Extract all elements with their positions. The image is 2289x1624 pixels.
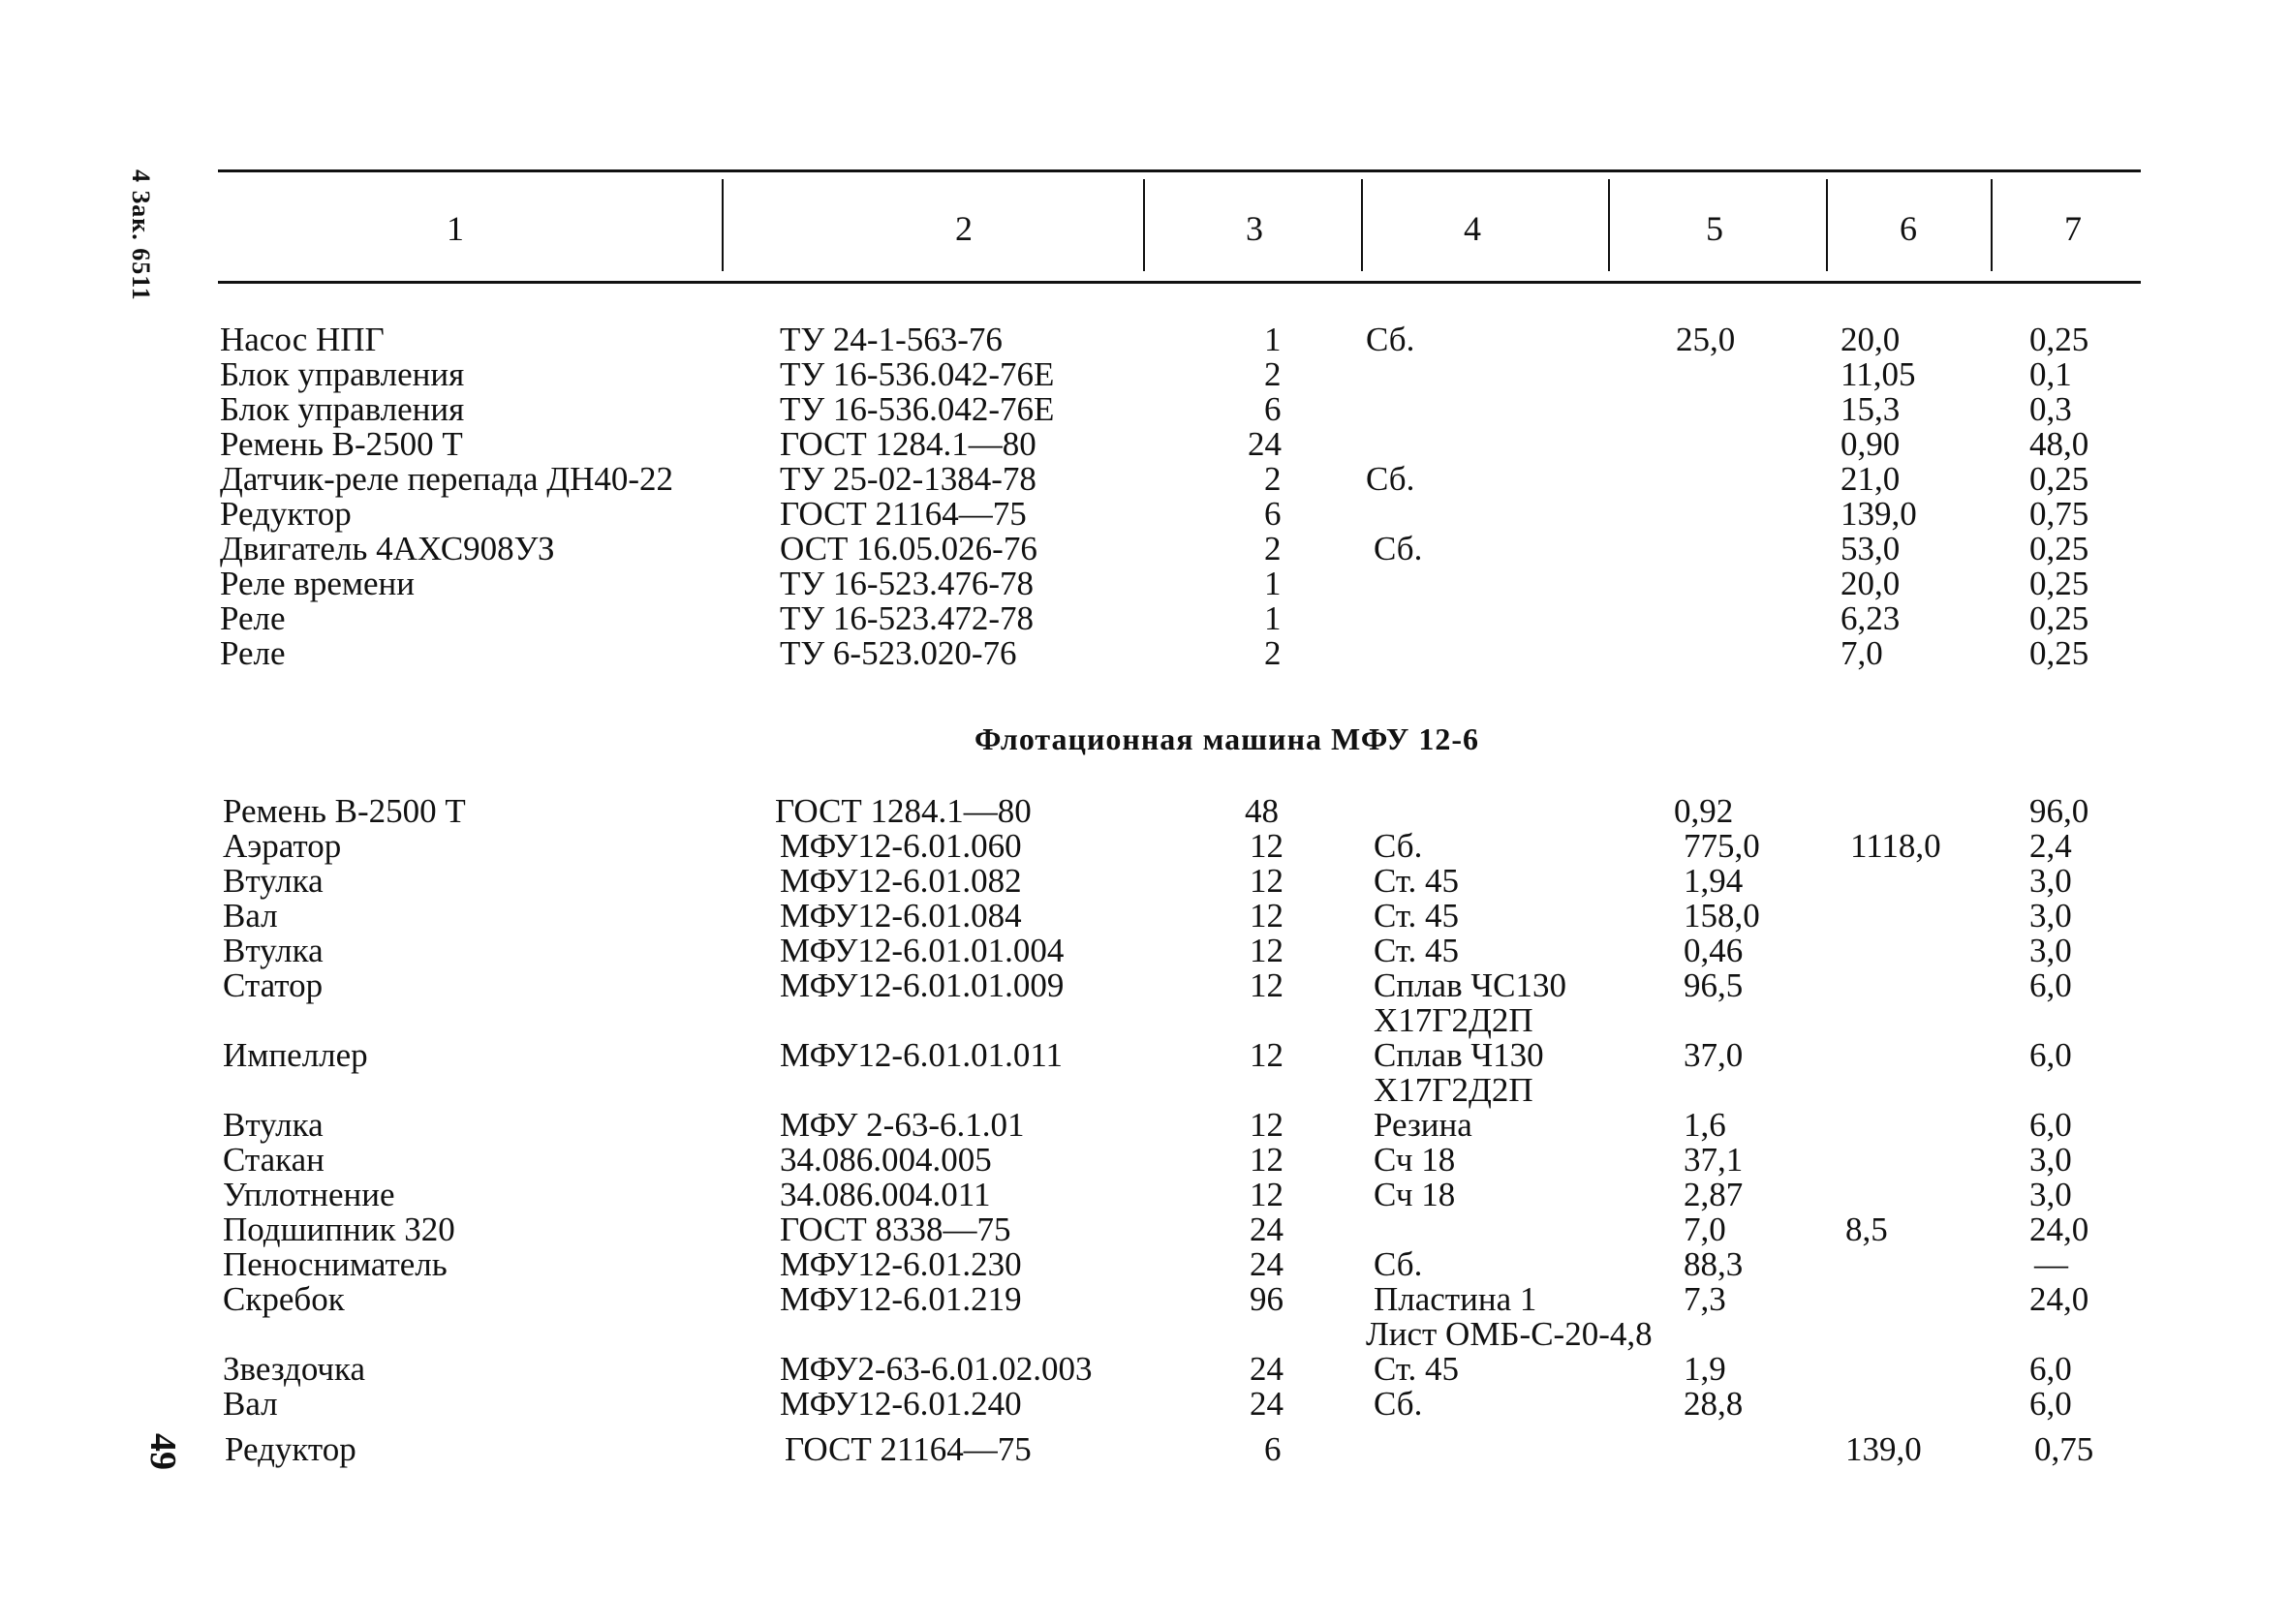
header-col-5: 5 bbox=[1706, 209, 1723, 248]
cell-col7: 6,0 bbox=[2029, 1385, 2072, 1423]
cell-col5: 0,92 bbox=[1674, 792, 1734, 830]
cell-name: Статор bbox=[223, 966, 324, 1004]
cell-name: Насос НПГ bbox=[220, 321, 385, 358]
cell-name: Блок управления bbox=[220, 390, 465, 428]
cell-qty: 1 bbox=[1264, 565, 1282, 602]
header-divider bbox=[1361, 179, 1363, 271]
cell-doc: МФУ2-63-6.01.02.003 bbox=[780, 1350, 1093, 1388]
cell-material: Х17Г2Д2П bbox=[1374, 1071, 1533, 1109]
cell-col6: 0,90 bbox=[1840, 425, 1901, 463]
cell-col7: 48,0 bbox=[2029, 425, 2089, 463]
cell-doc: ТУ 6-523.020-76 bbox=[780, 634, 1017, 672]
cell-doc: ТУ 16-536.042-76Е bbox=[780, 390, 1055, 428]
side-note: 4 Зак. 6511 bbox=[127, 169, 155, 301]
cell-col5: 1,94 bbox=[1684, 862, 1744, 900]
cell-doc: ТУ 16-523.476-78 bbox=[780, 565, 1034, 602]
cell-doc: МФУ12-6.01.240 bbox=[780, 1385, 1022, 1423]
cell-name: Ремень В-2500 Т bbox=[220, 425, 463, 463]
cell-col6: 7,0 bbox=[1840, 634, 1883, 672]
header-divider bbox=[1826, 179, 1828, 271]
cell-qty: 12 bbox=[1250, 897, 1284, 935]
cell-col7: 6,0 bbox=[2029, 1106, 2072, 1144]
cell-name: Уплотнение bbox=[223, 1176, 395, 1213]
cell-qty: 2 bbox=[1264, 530, 1282, 567]
cell-doc: 34.086.004.005 bbox=[780, 1141, 992, 1179]
cell-material: Сб. bbox=[1366, 460, 1415, 498]
cell-doc: ГОСТ 8338—75 bbox=[780, 1210, 1011, 1248]
cell-col7: 0,25 bbox=[2029, 321, 2089, 358]
cell-name: Редуктор bbox=[220, 495, 352, 533]
cell-name: Аэратор bbox=[223, 827, 342, 865]
cell-doc: ТУ 16-536.042-76Е bbox=[780, 355, 1055, 393]
cell-qty: 2 bbox=[1264, 460, 1282, 498]
cell-doc: ТУ 25-02-1384-78 bbox=[780, 460, 1036, 498]
cell-doc: ГОСТ 1284.1—80 bbox=[780, 425, 1036, 463]
cell-col6: 11,05 bbox=[1840, 355, 1916, 393]
cell-name: Пеносниматель bbox=[223, 1245, 448, 1283]
header-col-6: 6 bbox=[1900, 209, 1917, 248]
cell-qty: 6 bbox=[1264, 495, 1282, 533]
cell-col7: 6,0 bbox=[2029, 966, 2072, 1004]
cell-col7: 24,0 bbox=[2029, 1210, 2089, 1248]
cell-doc: МФУ12-6.01.060 bbox=[780, 827, 1022, 865]
cell-col7: 0,25 bbox=[2029, 634, 2089, 672]
page-number: 49 bbox=[142, 1433, 183, 1470]
cell-col5: 775,0 bbox=[1684, 827, 1760, 865]
cell-material: Ст. 45 bbox=[1374, 1350, 1460, 1388]
cell-name: Импеллер bbox=[223, 1036, 368, 1074]
cell-col5: 37,1 bbox=[1684, 1141, 1744, 1179]
cell-qty: 2 bbox=[1264, 634, 1282, 672]
cell-material: Сб. bbox=[1366, 321, 1415, 358]
header-col-4: 4 bbox=[1464, 209, 1481, 248]
cell-name: Вал bbox=[223, 897, 278, 935]
cell-col6: 20,0 bbox=[1840, 565, 1901, 602]
cell-material: Сб. bbox=[1374, 530, 1423, 567]
cell-col5: 96,5 bbox=[1684, 966, 1744, 1004]
cell-name: Блок управления bbox=[220, 355, 465, 393]
cell-name: Втулка bbox=[223, 1106, 324, 1144]
cell-col5: 158,0 bbox=[1684, 897, 1760, 935]
cell-material: Сб. bbox=[1374, 827, 1423, 865]
cell-qty: 12 bbox=[1250, 1036, 1284, 1074]
cell-col5: 1,6 bbox=[1684, 1106, 1726, 1144]
cell-material: Сч 18 bbox=[1374, 1176, 1456, 1213]
cell-col5: 7,0 bbox=[1684, 1210, 1726, 1248]
cell-qty: 12 bbox=[1250, 1176, 1284, 1213]
cell-doc: МФУ12-6.01.082 bbox=[780, 862, 1022, 900]
header-divider bbox=[722, 179, 724, 271]
cell-col6: 139,0 bbox=[1840, 495, 1917, 533]
cell-col7: 0,75 bbox=[2029, 495, 2089, 533]
cell-name: Скребок bbox=[223, 1280, 345, 1318]
cell-col5: 88,3 bbox=[1684, 1245, 1744, 1283]
cell-doc: ГОСТ 1284.1—80 bbox=[775, 792, 1032, 830]
cell-col7: 3,0 bbox=[2029, 897, 2072, 935]
cell-col7: 3,0 bbox=[2029, 932, 2072, 969]
cell-col5: 2,87 bbox=[1684, 1176, 1744, 1213]
cell-col6: 6,23 bbox=[1840, 599, 1901, 637]
cell-qty: 12 bbox=[1250, 1141, 1284, 1179]
cell-col6: 53,0 bbox=[1840, 530, 1901, 567]
cell-qty: 24 bbox=[1250, 1210, 1284, 1248]
cell-name: Реле bbox=[220, 599, 286, 637]
cell-doc: МФУ12-6.01.219 bbox=[780, 1280, 1022, 1318]
cell-doc: МФУ12-6.01.01.004 bbox=[780, 932, 1065, 969]
cell-doc: 34.086.004.011 bbox=[780, 1176, 991, 1213]
cell-col7: 6,0 bbox=[2029, 1036, 2072, 1074]
cell-col7: 2,4 bbox=[2029, 827, 2072, 865]
cell-material: Сплав ЧС130 bbox=[1374, 966, 1566, 1004]
cell-col7: 6,0 bbox=[2029, 1350, 2072, 1388]
cell-name: Редуктор bbox=[225, 1430, 356, 1468]
cell-name: Датчик-реле перепада ДН40-22 bbox=[220, 460, 674, 498]
cell-doc: МФУ 2-63-6.1.01 bbox=[780, 1106, 1025, 1144]
cell-qty: 2 bbox=[1264, 355, 1282, 393]
cell-name: Реле времени bbox=[220, 565, 415, 602]
cell-col5: 37,0 bbox=[1684, 1036, 1744, 1074]
cell-col5: 7,3 bbox=[1684, 1280, 1726, 1318]
cell-doc: МФУ12-6.01.01.009 bbox=[780, 966, 1065, 1004]
cell-qty: 24 bbox=[1250, 1385, 1284, 1423]
cell-material: Пластина 1 bbox=[1374, 1280, 1537, 1318]
cell-col6: 21,0 bbox=[1840, 460, 1901, 498]
cell-name: Двигатель 4АХС908УЗ bbox=[220, 530, 555, 567]
header-divider bbox=[1143, 179, 1145, 271]
cell-col7: 0,25 bbox=[2029, 460, 2089, 498]
cell-doc: ТУ 24-1-563-76 bbox=[780, 321, 1003, 358]
header-col-7: 7 bbox=[2064, 209, 2082, 248]
cell-col7: 3,0 bbox=[2029, 862, 2072, 900]
cell-doc: ГОСТ 21164—75 bbox=[780, 495, 1027, 533]
cell-col7: 0,75 bbox=[2034, 1430, 2094, 1468]
cell-material: Х17Г2Д2П bbox=[1374, 1001, 1533, 1039]
cell-name: Звездочка bbox=[223, 1350, 366, 1388]
header-divider bbox=[1991, 179, 1993, 271]
cell-name: Стакан bbox=[223, 1141, 325, 1179]
cell-qty: 1 bbox=[1264, 321, 1282, 358]
cell-doc: МФУ12-6.01.230 bbox=[780, 1245, 1022, 1283]
cell-col5: 0,46 bbox=[1684, 932, 1744, 969]
cell-col6: 15,3 bbox=[1840, 390, 1901, 428]
cell-col7: 3,0 bbox=[2029, 1176, 2072, 1213]
cell-col7: 96,0 bbox=[2029, 792, 2089, 830]
cell-material: Резина bbox=[1374, 1106, 1472, 1144]
cell-qty: 96 bbox=[1250, 1280, 1284, 1318]
cell-col7: 3,0 bbox=[2029, 1141, 2072, 1179]
cell-col6: 139,0 bbox=[1845, 1430, 1922, 1468]
cell-doc: МФУ12-6.01.084 bbox=[780, 897, 1022, 935]
cell-name: Подшипник 320 bbox=[223, 1210, 455, 1248]
cell-qty: 24 bbox=[1250, 1245, 1284, 1283]
cell-qty: 12 bbox=[1250, 932, 1284, 969]
cell-col7: 0,1 bbox=[2029, 355, 2072, 393]
cell-doc: МФУ12-6.01.01.011 bbox=[780, 1036, 1064, 1074]
cell-name: Вал bbox=[223, 1385, 278, 1423]
cell-col7: 0,25 bbox=[2029, 599, 2089, 637]
cell-material: Сч 18 bbox=[1374, 1141, 1456, 1179]
cell-qty: 12 bbox=[1250, 827, 1284, 865]
cell-qty: 24 bbox=[1248, 425, 1282, 463]
cell-material: Сплав Ч130 bbox=[1374, 1036, 1544, 1074]
cell-col7: 0,25 bbox=[2029, 530, 2089, 567]
cell-qty: 6 bbox=[1264, 390, 1282, 428]
cell-qty: 12 bbox=[1250, 1106, 1284, 1144]
cell-material: Сб. bbox=[1374, 1385, 1423, 1423]
header-col-3: 3 bbox=[1246, 209, 1263, 248]
cell-material: Сб. bbox=[1374, 1245, 1423, 1283]
header-col-1: 1 bbox=[447, 209, 464, 248]
header-bottom-rule bbox=[218, 281, 2141, 284]
cell-qty: 12 bbox=[1250, 966, 1284, 1004]
header-top-rule bbox=[218, 169, 2141, 172]
cell-col5: 28,8 bbox=[1684, 1385, 1744, 1423]
cell-col5: 1,9 bbox=[1684, 1350, 1726, 1388]
cell-col6: 1118,0 bbox=[1850, 827, 1941, 865]
cell-qty: 1 bbox=[1264, 599, 1282, 637]
cell-col7: 0,25 bbox=[2029, 565, 2089, 602]
cell-material: Ст. 45 bbox=[1374, 932, 1460, 969]
cell-name: Втулка bbox=[223, 932, 324, 969]
cell-qty: 6 bbox=[1264, 1430, 1282, 1468]
cell-col5: 25,0 bbox=[1676, 321, 1736, 358]
cell-material: Лист ОМБ-С-20-4,8 bbox=[1366, 1315, 1653, 1353]
cell-qty: 12 bbox=[1250, 862, 1284, 900]
header-col-2: 2 bbox=[955, 209, 973, 248]
cell-material: Ст. 45 bbox=[1374, 897, 1460, 935]
cell-qty: 24 bbox=[1250, 1350, 1284, 1388]
section-title: Флотационная машина МФУ 12-6 bbox=[974, 721, 1480, 756]
cell-doc: ОСТ 16.05.026-76 bbox=[780, 530, 1037, 567]
cell-col7: 0,3 bbox=[2029, 390, 2072, 428]
cell-col7: 24,0 bbox=[2029, 1280, 2089, 1318]
cell-name: Ремень В-2500 Т bbox=[223, 792, 466, 830]
cell-col6: 20,0 bbox=[1840, 321, 1901, 358]
cell-doc: ГОСТ 21164—75 bbox=[785, 1430, 1032, 1468]
cell-doc: ТУ 16-523.472-78 bbox=[780, 599, 1034, 637]
cell-qty: 48 bbox=[1245, 792, 1279, 830]
cell-col7: — bbox=[2034, 1245, 2068, 1283]
cell-name: Реле bbox=[220, 634, 286, 672]
cell-material: Ст. 45 bbox=[1374, 862, 1460, 900]
cell-name: Втулка bbox=[223, 862, 324, 900]
cell-col6: 8,5 bbox=[1845, 1210, 1888, 1248]
header-divider bbox=[1608, 179, 1610, 271]
